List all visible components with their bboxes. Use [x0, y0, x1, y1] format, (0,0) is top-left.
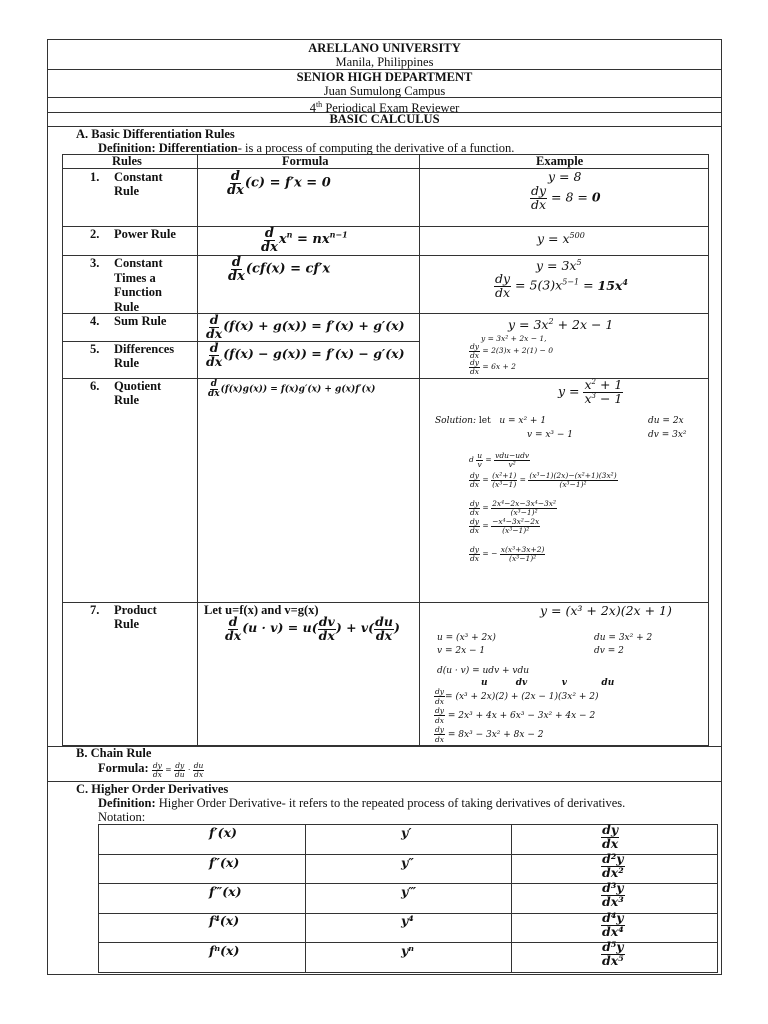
rule-name-quotient: Quotient Rule: [114, 379, 162, 407]
rule-number: 1.: [90, 170, 100, 184]
notation-y: yⁿ: [401, 943, 414, 958]
campus-name: Juan Sumulong Campus: [323, 84, 446, 98]
example-constant-times: $y = 3x^5$ $\frac{dy}{dx}$ = $5(3)x^{5-1} = 15x^4$: [495, 258, 628, 300]
notation-leibniz: $\frac{dy}{dx}$: [602, 822, 619, 851]
example-constant: y = 8 $\frac{dy}{dx}$ = 8 = 0: [531, 169, 601, 212]
example-sum-diff-steps: y = 3x² + 2x − 1, $\frac{dy}{dx}$ = 2(3)x + 2(1) − 0 $\frac{dy}{dx}$ = 6x + 2: [470, 334, 553, 376]
product-du: du = 3x² + 2: [594, 633, 653, 643]
col-header-formula: Formula: [282, 154, 329, 168]
notation-leibniz: $\frac{\text{d⁴y}}{\text{dx⁴}}$: [602, 910, 624, 939]
section-c-title: C. Higher Order Derivatives: [76, 782, 229, 796]
example-quotient-eq: y = $\frac{x^2 + 1}{x^3 - 1}$: [558, 377, 623, 406]
formula-power-rule: $\frac{d}{dx}$ $x^n = nx^{n-1}$: [261, 226, 348, 255]
rule-number: 6.: [90, 379, 100, 393]
quotient-steps: d $\frac{u}{v}$ = $\frac{\text{vdu−udv}}{\text{v²}}$ $\frac{dy}{dx}$ = $\frac{\text{(x²+1)}}{\text{(x³−1)}}$ = $\frac{\text{(x³−1)(2x)−(x²+1)(3x²)}}{\text{(x³−1)²}}$ $\frac{dy}{dx}$ = $\frac{\text{2x⁴−2x−3x⁴−3x²}}{\text{(x³−1)²}}$ $\frac{dy}{dx}$ = $\frac{\text{−x⁴−3x²−2x}}{\text{(x³−1)²}}$ $\frac{dy}{dx}$ = − $\frac{\text{x(x³+3x+2)}}{\text{(x³−1)²}}$: [469, 451, 617, 563]
notation-table: [98, 824, 718, 973]
notation-f: f⁴(x): [209, 913, 240, 928]
notation-leibniz: $\frac{\text{d²y}}{\text{dx²}}$: [602, 851, 624, 880]
rule-name-power: Power Rule: [114, 227, 176, 241]
product-dv: dv = 2: [594, 646, 624, 656]
example-sum-eq: $y = 3x^2 + 2x - 1$: [508, 317, 614, 333]
notation-y: y‴: [401, 884, 417, 899]
product-duv: d(u · v) = udv + vdu: [437, 666, 530, 676]
product-steps: $\frac{dy}{dx}$ = (x³ + 2x)(2) + (2x − 1)(3x² + 2) $\frac{dy}{dx}$ = 2x³ + 4x + 6x³ − 3x² + 4x − 2 $\frac{dy}{dx}$ = 8x³ − 3x² + 8x − 2: [435, 687, 599, 744]
formula-constant-rule: $\frac{d}{dx}$ (c) = f′x = 0: [227, 169, 331, 198]
notation-f: fⁿ(x): [209, 943, 240, 958]
rule-name-differences: Differences Rule: [114, 342, 175, 370]
department-name: SENIOR HIGH DEPARTMENT: [296, 70, 473, 84]
quotient-du: du = 2x: [648, 416, 684, 426]
quotient-dv: dv = 3x²: [648, 430, 687, 440]
example-product-eq: y = (x³ + 2x)(2x + 1): [540, 603, 672, 618]
example-power: $y = x^{500}$: [537, 231, 585, 247]
section-a-definition: Definition: Differentiation- is a process of computing the derivative of a function.: [98, 141, 515, 155]
university-location: Manila, Philippines: [335, 55, 434, 69]
notation-leibniz: $\frac{\text{d³y}}{\text{dx³}}$: [602, 880, 624, 909]
formula-difference-rule: $\frac{d}{dx}$ (f(x) − g(x)) = f′(x) − g′(x): [206, 340, 405, 369]
section-a-title: A. Basic Differentiation Rules: [76, 127, 235, 141]
quotient-v: v = x³ − 1: [527, 430, 574, 440]
rule-name-product: Product Rule: [114, 603, 157, 631]
subject-title: BASIC CALCULUS: [329, 112, 440, 126]
notation-f: f″(x): [209, 855, 240, 870]
product-v: v = 2x − 1: [437, 646, 486, 656]
rule-name-sum: Sum Rule: [114, 314, 167, 328]
rule-number: 5.: [90, 342, 100, 356]
product-u: u = (x³ + 2x): [437, 633, 496, 643]
rules-table: [62, 154, 709, 746]
rule-number: 3.: [90, 256, 100, 270]
reviewer-page: [47, 39, 722, 975]
formula-constant-times-rule: $\frac{d}{dx}$ (cf(x) = cf′x: [228, 255, 331, 284]
formula-product-rule: $\frac{d}{dx}$ (u · v) = u( $\frac{dv}{dx}$ ) + v( $\frac{du}{dx}$ ): [225, 614, 400, 643]
formula-quotient-rule: $\frac{d}{dx}$ (f(x)g(x)) = f(x)g′(x) + g(x)f′(x): [208, 379, 376, 399]
exam-title: 4th Periodical Exam Reviewer: [309, 100, 460, 116]
notation-y: y⁴: [401, 913, 414, 928]
section-c-definition: Definition: Higher Order Derivative- it refers to the repeated process of taking derivatives of derivatives.: [98, 796, 626, 810]
chain-rule-formula: Formula: $\frac{dy}{dx}$ = $\frac{dy}{du}$ · $\frac{du}{dx}$: [98, 761, 204, 779]
notation-y: y″: [401, 855, 414, 870]
rule-name-constant: Constant Rule: [114, 170, 163, 198]
rule-number: 2.: [90, 227, 100, 241]
quotient-solution-let: Solution: let u = x² + 1: [435, 416, 547, 426]
rule-number: 7.: [90, 603, 100, 617]
formula-sum-rule: $\frac{d}{dx}$ (f(x) + g(x)) = f′(x) + g′(x): [206, 312, 405, 341]
col-header-example: Example: [536, 154, 584, 168]
notation-leibniz: $\frac{\text{d⁵y}}{\text{dx⁵}}$: [602, 939, 624, 968]
notation-f: f′(x): [209, 825, 237, 840]
university-name: ARELLANO UNIVERSITY: [308, 41, 461, 55]
notation-y: y′: [401, 825, 412, 840]
product-let-text: Let u=f(x) and v=g(x): [204, 603, 319, 617]
section-b-title: B. Chain Rule: [76, 746, 152, 760]
rule-name-constant-times: Constant Times a Function Rule: [114, 256, 163, 314]
notation-f: f‴(x): [209, 884, 242, 899]
product-labels: u dv v du: [481, 678, 615, 688]
notation-label: Notation:: [98, 810, 146, 824]
rule-number: 4.: [90, 314, 100, 328]
col-header-rules: Rules: [112, 154, 142, 168]
